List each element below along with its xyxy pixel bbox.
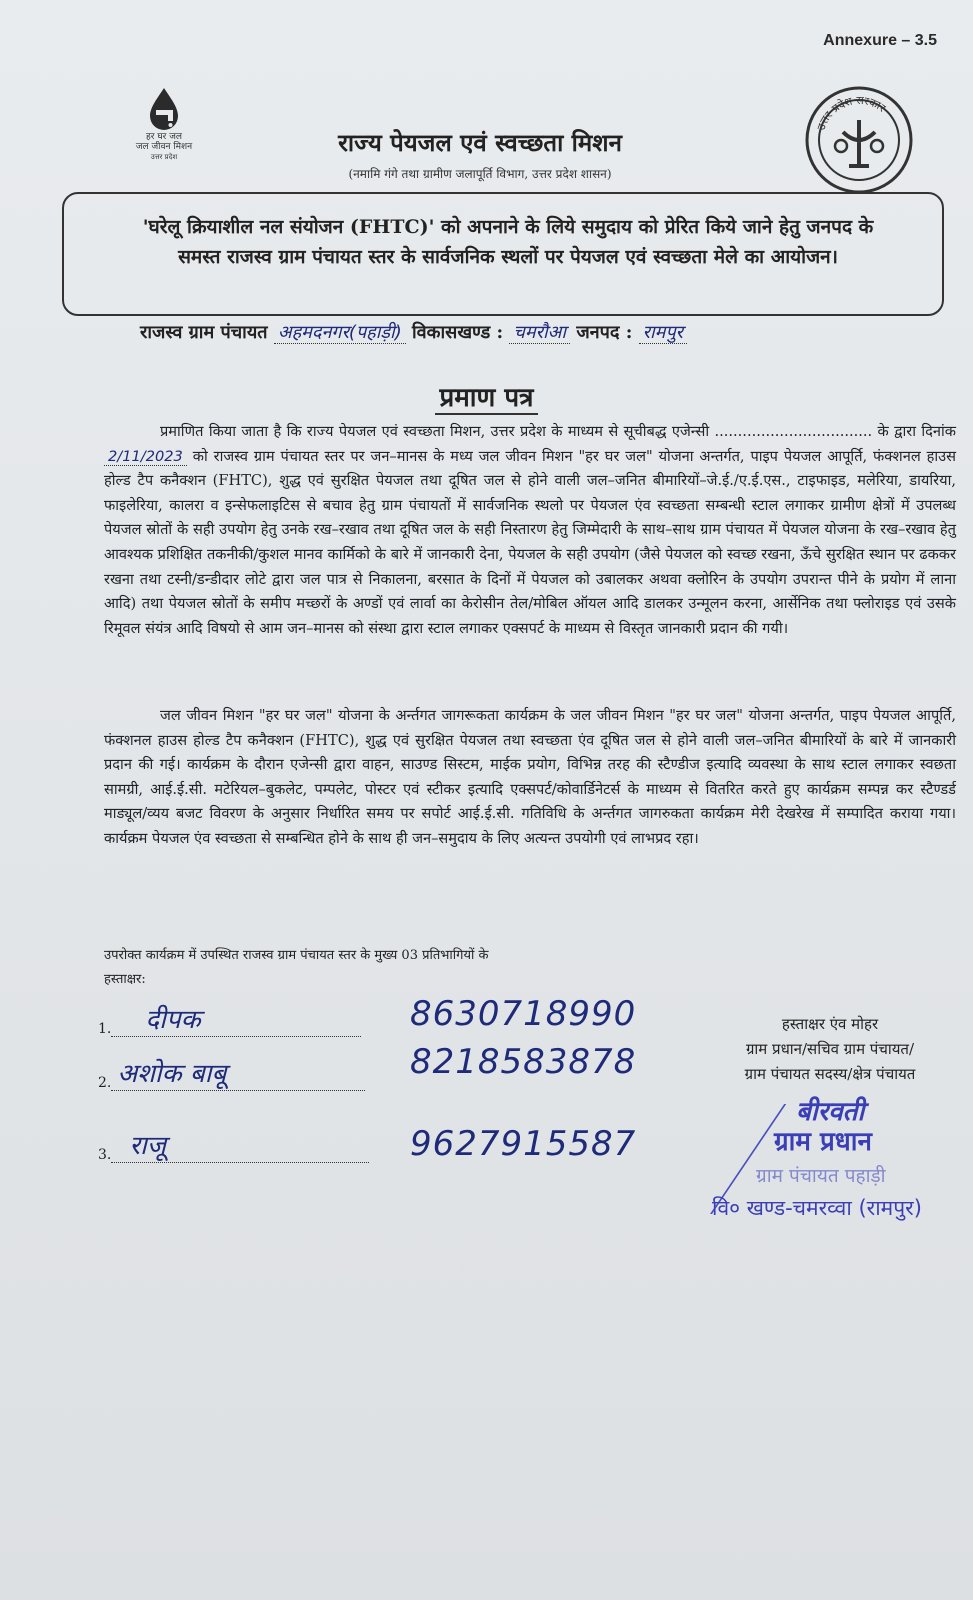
logo-line-2: जल जीवन मिशन: [135, 142, 193, 152]
authority-line-3: ग्राम पंचायत सदस्य/क्षेत्र पंचायत: [744, 1065, 916, 1083]
gram-panchayat-label: राजस्व ग्राम पंचायत: [140, 322, 268, 343]
banner-line-2: समस्त राजस्व ग्राम पंचायत स्तर के सार्वजनिक स्थलों पर पेयजल एवं स्वच्छता मेले का आयोजन।: [178, 246, 838, 268]
location-fields: [140, 320, 940, 344]
participant-row-2: 2. अशोक बाबू: [98, 1054, 365, 1091]
block-label: विकासखण्ड :: [412, 322, 504, 343]
participants-intro: उपरोक्त कार्यक्रम में उपस्थित राजस्व ग्राम पंचायत स्तर के मुख्य 03 प्रतिभागियों के हस्ताक्षर:: [104, 944, 724, 992]
participant-row-1: 1. दीपक: [98, 1000, 361, 1037]
banner-line-1: 'घरेलू क्रियाशील नल संयोजन (FHTC)' को अपनाने के लिये समुदाय को प्रेरित किये जाने हेतु जनपद के: [142, 216, 874, 238]
event-banner-text: [78, 212, 938, 272]
authority-block: [700, 1012, 960, 1087]
document-header: [240, 126, 720, 182]
logo-line-1: हर घर जल: [146, 132, 182, 142]
district-label: जनपद :: [576, 322, 633, 343]
certificate-title: प्रमाण पत्र: [0, 378, 973, 414]
authority-line-2: ग्राम प्रधान/सचिव ग्राम पंचायत/: [745, 1040, 915, 1058]
para1-part1: प्रमाणित किया जाता है कि राज्य पेयजल एवं स्वच्छता मिशन, उत्तर प्रदेश के माध्यम से सूचीबद्ध एजेन्सी .................................. के द्वारा दिनांक: [160, 423, 956, 440]
stamp-panchayat: ग्राम पंचायत पहाड़ी: [756, 1165, 886, 1187]
participant-3-phone: 9627915587: [410, 1124, 637, 1164]
pradhan-stamp: [712, 1092, 973, 1222]
participant-1-signature: दीपक: [145, 1005, 201, 1035]
block-value: चमरौआ: [509, 322, 570, 344]
certificate-paragraph-1: [104, 420, 956, 641]
authority-line-1: हस्ताक्षर एंव मोहर: [781, 1015, 879, 1033]
up-govt-emblem-icon: [803, 84, 915, 196]
water-drop-tap-icon: [142, 86, 186, 132]
har-ghar-jal-logo: [118, 86, 210, 162]
participant-2-phone: 8218583878: [410, 1042, 637, 1082]
emblem-text: उत्तर प्रदेश सरकार: [814, 93, 889, 133]
event-date: 2/11/2023: [104, 448, 187, 466]
participant-3-signature: राजू: [129, 1131, 167, 1161]
district-value: रामपुर: [639, 322, 687, 344]
signature-label: हस्ताक्षर:: [104, 972, 146, 987]
para2-text: जल जीवन मिशन "हर घर जल" योजना के अर्न्तगत जागरूकता कार्यक्रम के जल जीवन मिशन "हर घर जल" योजना अन्तर्गत, पाइप पेयजल आपूर्ति, फंक्शनल हाउस होल्ड टैप कनैक्शन (FHTC), शुद्ध एवं सुरक्षित पेयजल तथा स्वच्छता एंव दूषित जल से होने वाली जल–जनित बीमारियों के बारे में जानकारी प्रदान की गई। कार्यक्रम के दौरान एजेन्सी द्वारा वाहन, साउण्ड सिस्टम, माईक प्रयोग, विभिन्न तरह की स्टैण्डीज इत्यादि व्यवस्था के साथ स्टाल लगाकर स्वछता सामग्री, आई.ई.सी. मटेरियल–बुकलेट, पम्पलेट, पोस्टर एवं स्टीकर इत्यादि एक्सपर्ट/कोवार्डिनेटर्स के माध्यम से वितरित करते हुए कार्यक्रम सम्पन्न कर स्टैण्डर्ड माड्यूल/व्यय बजट विवरण के अनुसार निर्धारित समय पर सपोर्ट आई.ई.सी. गतिविधि के अर्न्तगत जागरुकता कार्यक्रम मेरी देखरेख में सम्पादित कराया गया। कार्यक्रम पेयजल एंव स्वच्छता से सम्बन्धित होने के साथ ही जन–समुदाय के लिए अत्यन्त उपयोगी एवं लाभप्रद रहा।: [104, 707, 956, 847]
stamp-designation: ग्राम प्रधान: [774, 1127, 872, 1157]
up-govt-emblem: [803, 84, 915, 196]
gram-panchayat-value: अहमदनगर(पहाड़ी): [274, 322, 406, 344]
stamp-block: वि० खण्ड-चमरव्वा (रामपुर): [712, 1196, 922, 1220]
participant-1-phone: 8630718990: [410, 994, 637, 1034]
mission-subtitle: (नमामि गंगे तथा ग्रामीण जलापूर्ति विभाग, उत्तर प्रदेश शासन): [348, 167, 612, 181]
pradhan-signature: बीरवती: [796, 1097, 865, 1127]
mission-title: राज्य पेयजल एवं स्वच्छता मिशन: [338, 128, 622, 157]
participant-row-3: 3. राजू: [98, 1126, 369, 1163]
certificate-paragraph-2: [104, 704, 956, 852]
para1-part2: को राजस्व ग्राम पंचायत स्तर पर जन–मानस के मध्य जल जीवन मिशन "हर घर जल" योजना अन्तर्गत, पाइप पेयजल आपूर्ति, फंक्शनल हाउस होल्ड टैप कनैक्शन (FHTC), शुद्ध एवं सुरक्षित पेयजल तथा दूषित जल से होने वाली जल–जनित बीमारियों–जे.ई./ए.ई.एस., टाइफाइड, मलेरिया, डायरिया, फाइलेरिया, कालरा व इन्सेफलाइटिस से बचाव हेतु ग्राम पंचायतों में सार्वजनिक स्थलो पर पेयजल एंव स्वच्छता सम्बन्धी स्टाल लगाकर ग्रामीण क्षेत्रों में उपलब्ध पेयजल स्रोतों के सही उपयोग हेतु उनके रख–रखाव तथा दूषित जल के सही निस्तारण हेतु जिम्मेदारी के साथ–साथ ग्राम पंचायत में पेयजल योजना के रख–रखाव हेतु आवश्यक प्रशिक्षित तकनीकी/कुशल मानव कार्मिको के बारे में जानकारी देना, पेयजल के सही उपयोग (जैसे पेयजल को स्वच्छ रखना, ऊँचे सुरक्षित स्थान पर ढककर रखना तथा टस्नी/डन्डीदार लोटे द्वारा जल पात्र से निकालना, बरसात के दिनों में पेयजल को उबालकर अथवा क्लोरिन के उपयोग उपरान्त पीने के प्रयोग में लाना आदि) तथा पेयजल स्रोतों के समीप मच्छरों के अण्डों एवं लार्वा का केरोसीन तेल/मोबिल ऑयल आदि डालकर उन्मूलन करना, आर्सेनिक तथा फ्लोराइड एवं उसके रिमूवल संयंत्र आदि विषयो से आम जन–मानस को संस्था द्वारा स्टाल लगाकर एक्सपर्ट के माध्यम से विस्तृत जानकारी प्रदान की गयी।: [104, 447, 956, 637]
annexure-label: Annexure – 3.5: [823, 32, 937, 49]
participant-2-signature: अशोक बाबू: [117, 1059, 227, 1089]
logo-line-3: उत्तर प्रदेश: [150, 153, 178, 161]
